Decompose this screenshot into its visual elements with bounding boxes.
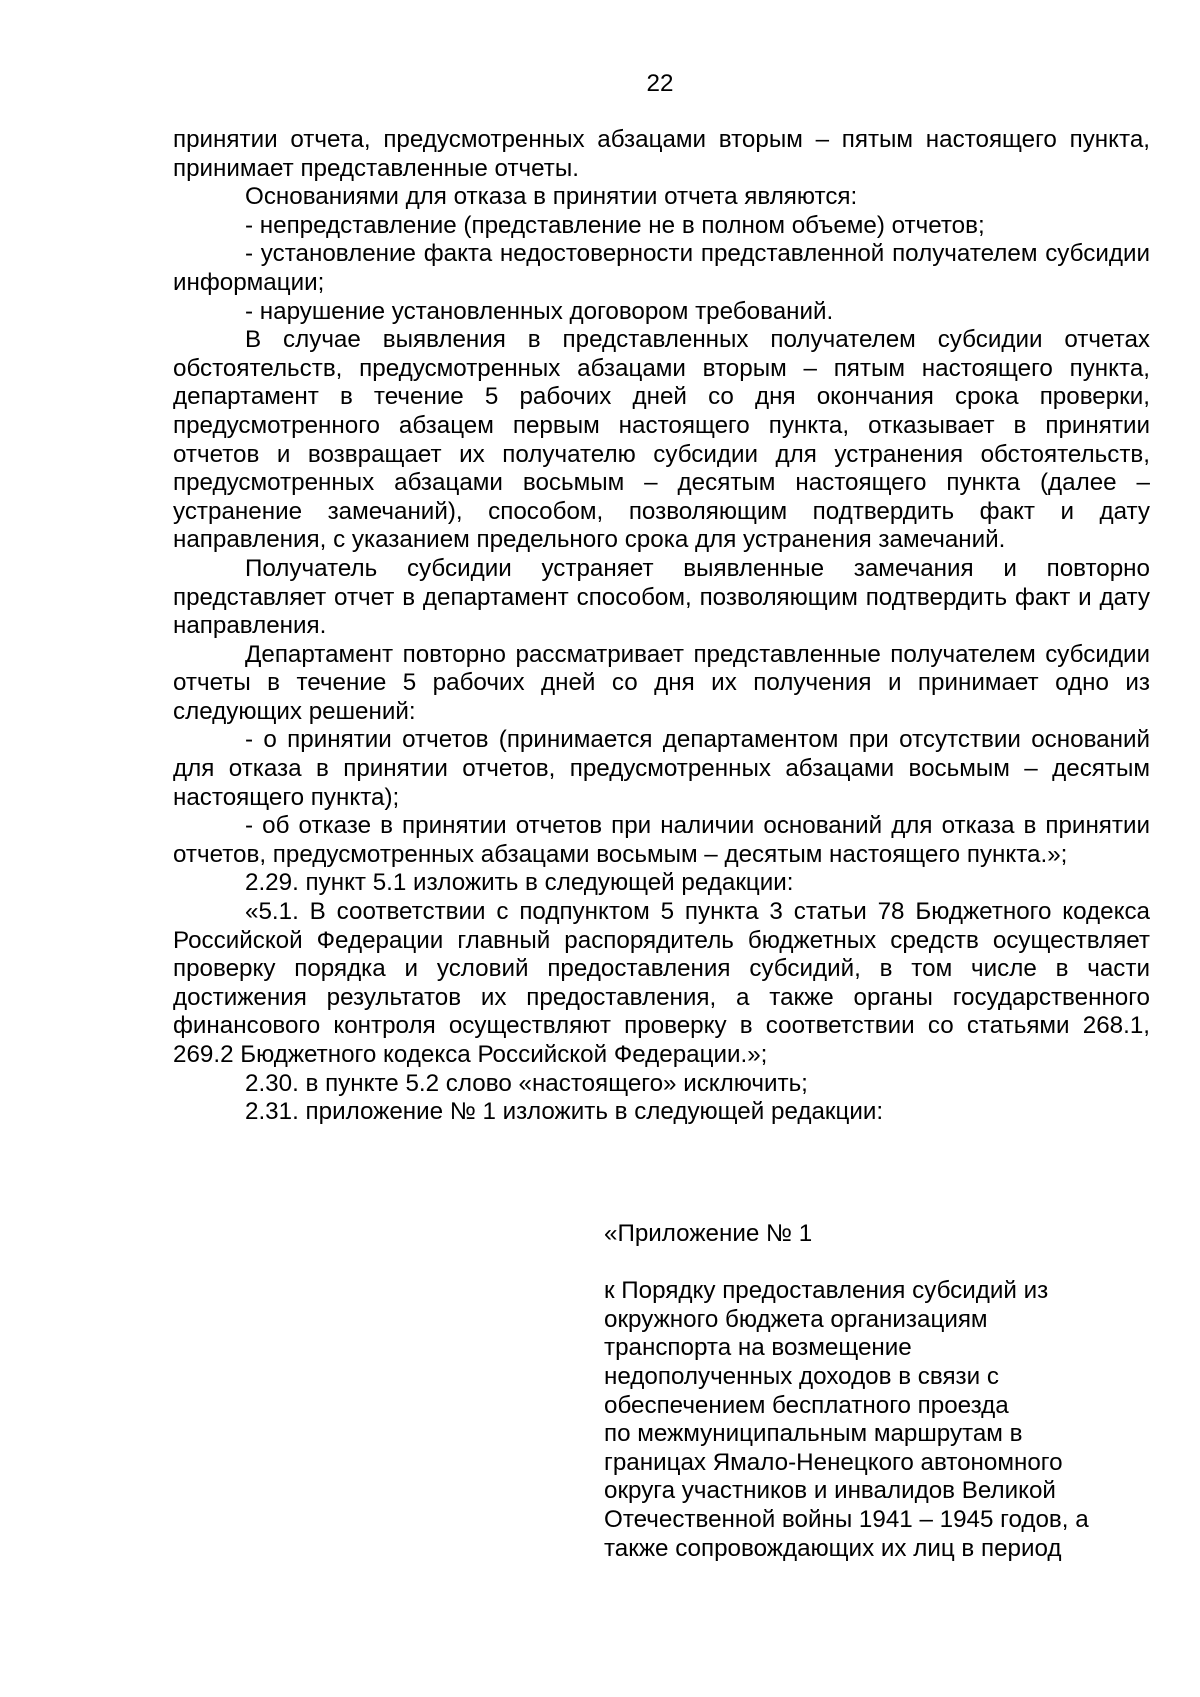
paragraph: В случае выявления в представленных получателем субсидии отчетах обстоятельств, предусмотренных абзацами вторым – пятым настоящего пункта, департамент в течение 5 рабочих дней со дня окончания срока проверки, предусмотренного абзацем первым настоящего пункта, отказывает в принятии отчетов и возвращает их получателю субсидии для устранения обстоятельств, предусмотренных абзацами восьмым – десятым настоящего пункта (далее – устранение замечаний), способом, позволяющим подтвердить факт и дату направления, с указанием предельного срока для устранения замечаний.: [173, 326, 1150, 554]
appendix-line: окружного бюджета организациям: [604, 1305, 988, 1333]
paragraph: «5.1. В соответствии с подпунктом 5 пункта 3 статьи 78 Бюджетного кодекса Российской Федерации главный распорядитель бюджетных средств осуществляет проверку порядка и условий предоставления субсидий, в том числе в части достижения результатов их предоставления, а также органы государственного финансового контроля осуществляют проверку в соответствии со статьями 268.1, 269.2 Бюджетного кодекса Российской Федерации.»;: [173, 898, 1150, 1068]
appendix-title: «Приложение № 1: [604, 1220, 813, 1247]
appendix-line: к Порядку предоставления субсидий из: [604, 1277, 1049, 1305]
appendix-line: также сопровождающих их лиц в период: [604, 1534, 1062, 1562]
document-body: [173, 126, 1150, 1127]
appendix-line: по межмуниципальным маршрутам в: [604, 1420, 1023, 1448]
paragraph: - нарушение установленных договором требований.: [245, 297, 834, 325]
appendix-line: Отечественной войны 1941 – 1945 годов, а: [604, 1505, 1089, 1533]
appendix-line: округа участников и инвалидов Великой: [604, 1477, 1056, 1505]
appendix-heading-block: [604, 1220, 1164, 1563]
paragraph: Департамент повторно рассматривает представленные получателем субсидии отчеты в течение 5 рабочих дней со дня их получения и принимает одно из следующих решений:: [173, 640, 1150, 725]
paragraph: 2.30. в пункте 5.2 слово «настоящего» исключить;: [245, 1069, 808, 1097]
paragraph: - непредставление (представление не в полном объеме) отчетов;: [245, 211, 985, 239]
paragraph: принятии отчета, предусмотренных абзацами вторым – пятым настоящего пункта, принимает представленные отчеты.: [173, 126, 1150, 182]
page-number: 22: [646, 70, 674, 97]
paragraph: 2.31. приложение № 1 изложить в следующей редакции:: [245, 1098, 884, 1126]
paragraph: 2.29. пункт 5.1 изложить в следующей редакции:: [245, 869, 794, 897]
paragraph: - установление факта недостоверности представленной получателем субсидии информации;: [173, 240, 1150, 296]
appendix-line: границах Ямало-Ненецкого автономного: [604, 1448, 1063, 1476]
appendix-line: обеспечением бесплатного проезда: [604, 1391, 1009, 1419]
paragraph: - о принятии отчетов (принимается департаментом при отсутствии оснований для отказа в принятии отчетов, предусмотренных абзацами восьмым – десятым настоящего пункта);: [173, 726, 1150, 811]
appendix-line: недополученных доходов в связи с: [604, 1362, 999, 1390]
appendix-subtitle: [604, 1277, 1164, 1563]
appendix-line: транспорта на возмещение: [604, 1334, 912, 1362]
paragraph: Основаниями для отказа в принятии отчета являются:: [245, 183, 858, 211]
paragraph: - об отказе в принятии отчетов при наличии оснований для отказа в принятии отчетов, предусмотренных абзацами восьмым – десятым настоящего пункта.»;: [173, 812, 1150, 868]
paragraph: Получатель субсидии устраняет выявленные замечания и повторно представляет отчет в департамент способом, позволяющим подтвердить факт и дату направления.: [173, 554, 1150, 640]
